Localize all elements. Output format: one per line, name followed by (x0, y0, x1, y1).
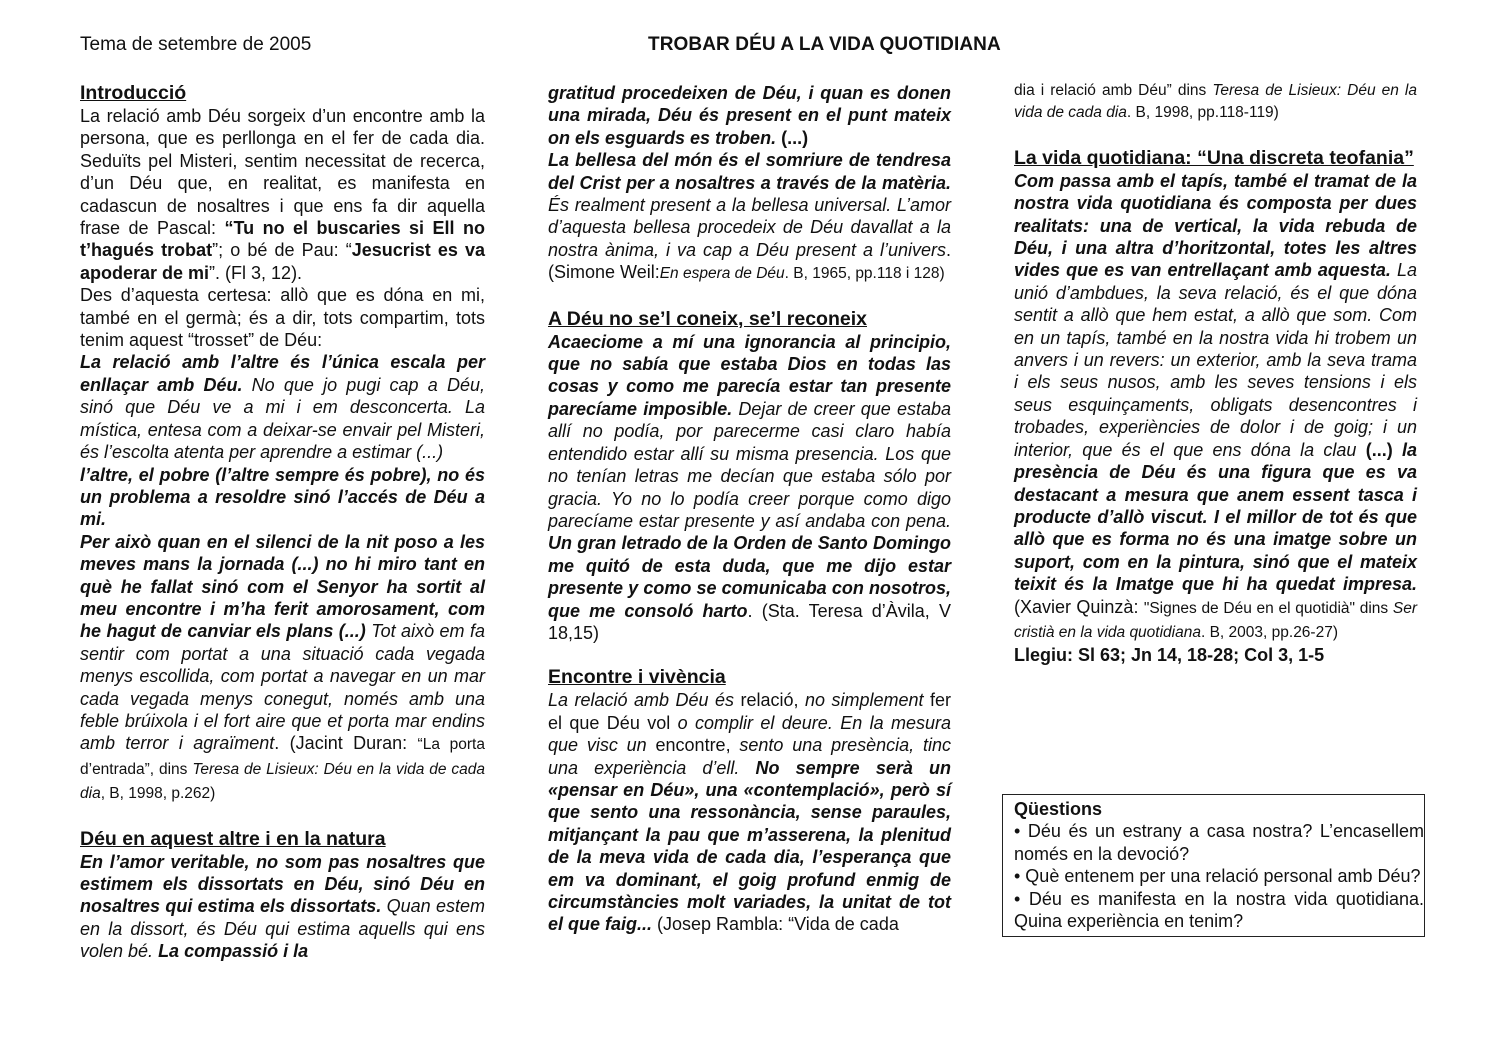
text: Per això quan en el silenci de la nit poso a les meves mans la jornada (...) no hi miro tant en què he fallat sinó com el Senyor ha sortit al meu encontre i m’ha ferit amorosament, com he hagut de canviar els plans (...) (80, 531, 485, 642)
questions-title: Qüestions (1014, 799, 1103, 819)
citation: . B, 2003, pp.26-27) (1200, 623, 1338, 641)
text: Un gran letrado de la Orden de Santo Domingo me quitó de esta duda, que me dijo estar presente y como se comunicaba con nosotros, que me consoló harto (548, 533, 951, 621)
text: No sempre serà un «pensar en Déu», una «contemplació», però sí que sento una ressonància, sense paraules, mitjançant la pau que m’asserena, la plenitud de la meva vida de cada dia, l’esperança que em va dominant, el goig profund enmig de circumstàncies molt variades, la unitat de tot el que faig... (548, 757, 951, 935)
text: Quan estem en la dissort, és Déu qui estima aquells qui ens volen bé. (80, 896, 485, 962)
text: fer el que Déu vol (548, 690, 951, 733)
citation-book-title: Ser cristià en la vida quotidiana (1014, 599, 1417, 641)
text: la presència de Déu és una figura que es va destacant a mesura que anem essent tasca i producte d’allò viscut. I el millor de tot és que allò que es forma no és una imatge sobre un suport, com en la pintura, sinó que el mateix teixit és la Imatge que hi ha quedat impresa. (1014, 439, 1417, 595)
citation-book-title: En espera de Déu (659, 265, 785, 283)
section-heading-quotidiana: La vida quotidiana: “Una discreta teofania” (1014, 146, 1414, 169)
natura-paragraph (80, 851, 485, 963)
citation-book-title: Teresa de Lisieux: Déu en la vida de cada dia (1014, 82, 1417, 122)
column-3 (1014, 80, 1417, 667)
text: (...) (1356, 439, 1402, 460)
natura-paragraph-cont (548, 82, 951, 149)
text: La unió d’ambdues, la seva relació, és el que dóna sentit a allò que hem estat, a allò que som. Com en un tapís, també en la nostra vida hi trobem un anvers i un revers: un exterior, amb la seva trama i els seus nusos, amb les seves tensions i els seus esquinçaments, obligats desencontres i trobades, experiències de dolor i de goig; i un interior, que és el que ens dóna la clau (1014, 260, 1417, 460)
vivencia-paragraph (548, 689, 951, 935)
text: És realment present a la bellesa universal. L’amor d’aquesta bellesa procedeix de Déu davallat a la nostra ànima, i va cap a Déu present a l’univers (548, 195, 951, 260)
citation: (Josep Rambla: “Vida de cada (652, 914, 899, 935)
vivencia-citation-cont (1014, 80, 1417, 125)
text: sento una presència, tinc una experiència d’ell. (548, 735, 951, 778)
text: Com passa amb el tapís, també el tramat de la nostra vida quotidiana és composta per dues realitats: una de vertical, la vida rebuda de Déu, i una altra d’horitzontal, totes les altres vides que es van entrellaçant amb aquesta. (1014, 170, 1417, 281)
text: Acaeciome a mí una ignorancia al principio, que no sabía que estaba Dios en todas las cosas y como me parecía estar tan presente parecíame imposible. (548, 331, 951, 419)
section-heading-coneix: A Déu no se’l coneix, se’l reconeix (548, 307, 867, 330)
intro-quote-paragraph-3 (80, 531, 485, 806)
question-item: • Què entenem per una relació personal amb Déu? (1014, 866, 1421, 887)
readings: Llegiu: Sl 63; Jn 14, 18-28; Col 3, 1-5 (1014, 645, 1325, 666)
text: o complir el deure. En la mesura que visc un (548, 712, 952, 756)
citation-book-title: Teresa de Lisieux: Déu en la vida de cada dia (80, 760, 486, 803)
text: (...) (776, 127, 809, 148)
citation: , B, 1998, p.262) (100, 785, 216, 803)
section-heading-introduccio: Introducció (80, 82, 187, 104)
coneix-paragraph (548, 331, 951, 645)
intro-paragraph-2: Des d’aquesta certesa: allò que es dóna en mi, també en el germà; és a dir, tots compartim, tots tenim aquest “trosset” de Déu: (80, 285, 485, 351)
citation: "Signes de Déu en el quotidià" dins (1143, 599, 1393, 617)
citation: dia i relació amb Déu” dins (1014, 82, 1213, 99)
spacer (548, 286, 951, 308)
text: ”. (Fl 3, 12). (209, 262, 303, 283)
citation: . (Simone Weil: (548, 239, 951, 283)
text: no simplement (804, 690, 924, 711)
question-item: • Déu és un estrany a casa nostra? L’encasellem només en la devoció? (1014, 821, 1424, 864)
citation: “La porta d’entrada”, dins (80, 736, 485, 778)
pau-quote: Jesucrist es va apoderar de mi (80, 240, 485, 283)
questions-box (1002, 794, 1425, 937)
text: En l’amor veritable, no som pas nosaltres que estimem els dissortats en Déu, sinó Déu en nosaltres qui estima els dissortats. (80, 851, 485, 917)
text: Tot això em fa sentir com portat a una situació cada vegada menys escollida, com portat a navegar en un mar cada vegada menys conegut, només amb una feble brúixola i el fort aire que et porta mar endins amb terror i agraïment (80, 621, 485, 754)
citation: . B, 1998, pp.118-119) (1126, 104, 1279, 122)
text: encontre, (646, 735, 740, 756)
text: La relació amb Déu sorgeix d’un encontre amb la persona, que es perllonga en el fer de cada dia. Seduïts pel Misteri, sentim necessitat de recerca, d’un Déu que, en realitat, es manifesta en cadascun de nosaltres i que ens fa dir aquella frase de Pascal: (80, 106, 485, 239)
intro-quote-paragraph-2: l’altre, el pobre (l’altre sempre és pobre), no és un problema a resoldre sinó l’accés de Déu a mi. (80, 464, 485, 530)
citation: . (Sta. Teresa d’Àvila, V 18,15) (548, 600, 951, 643)
text: relació, (734, 690, 805, 711)
document-date: Tema de setembre de 2005 (80, 34, 312, 55)
question-item: • Déu es manifesta en la nostra vida quotidiana. Quina experiència en tenim? (1014, 888, 1424, 932)
pascal-quote: Tu no el buscaries si Ell no t’hagués trobat (80, 218, 485, 261)
document-title: TROBAR DÉU A LA VIDA QUOTIDIANA (648, 34, 1001, 55)
text: La relació amb l’altre és l’única escala per enllaçar amb Déu. (80, 352, 485, 395)
spacer (1014, 125, 1417, 147)
citation: . B, 1965, pp.118 i 128) (784, 265, 945, 283)
section-heading-natura: Déu en aquest altre i en la natura (80, 827, 386, 850)
section-heading-vivencia: Encontre i vivència (548, 666, 726, 689)
text: “ (224, 218, 234, 239)
text: Dejar de creer que estaba allí no podía, por parecerme casi claro había entendido estar allí su misma presencia. Los que no tenían letras me decían que estaba sólo por gracia. Yo no lo podía creer porque como digo parecíame estar presente y así andaba con pena. (548, 398, 951, 531)
text: La relació amb Déu és (548, 690, 734, 711)
text: No que jo pugi cap a Déu, sinó que Déu ve a mi i em desconcerta. La mística, entesa com a deixar-se envair pel Misteri, és l’escolta atenta per aprendre a estimar (...) (80, 374, 485, 463)
text: La compassió i la (158, 941, 309, 962)
column-1 (80, 82, 485, 963)
spacer (548, 644, 951, 666)
citation: (Xavier Quinzà: (1014, 596, 1144, 617)
text: La bellesa del món és el somriure de tendresa del Crist per a nosaltres a través de la matèria. (548, 150, 951, 193)
intro-paragraph (80, 105, 485, 284)
natura-paragraph-2 (548, 149, 951, 285)
intro-quote-paragraph (80, 351, 485, 463)
quotidiana-paragraph (1014, 170, 1417, 645)
citation: . (Jacint Duran: (274, 733, 418, 754)
text: ”; o bé de Pau: “ (212, 240, 352, 261)
column-2 (548, 82, 951, 936)
spacer (80, 806, 485, 828)
text: gratitud procedeixen de Déu, i quan es donen una mirada, Déu és present en el punt mateix on els esguards es troben. (548, 83, 951, 148)
